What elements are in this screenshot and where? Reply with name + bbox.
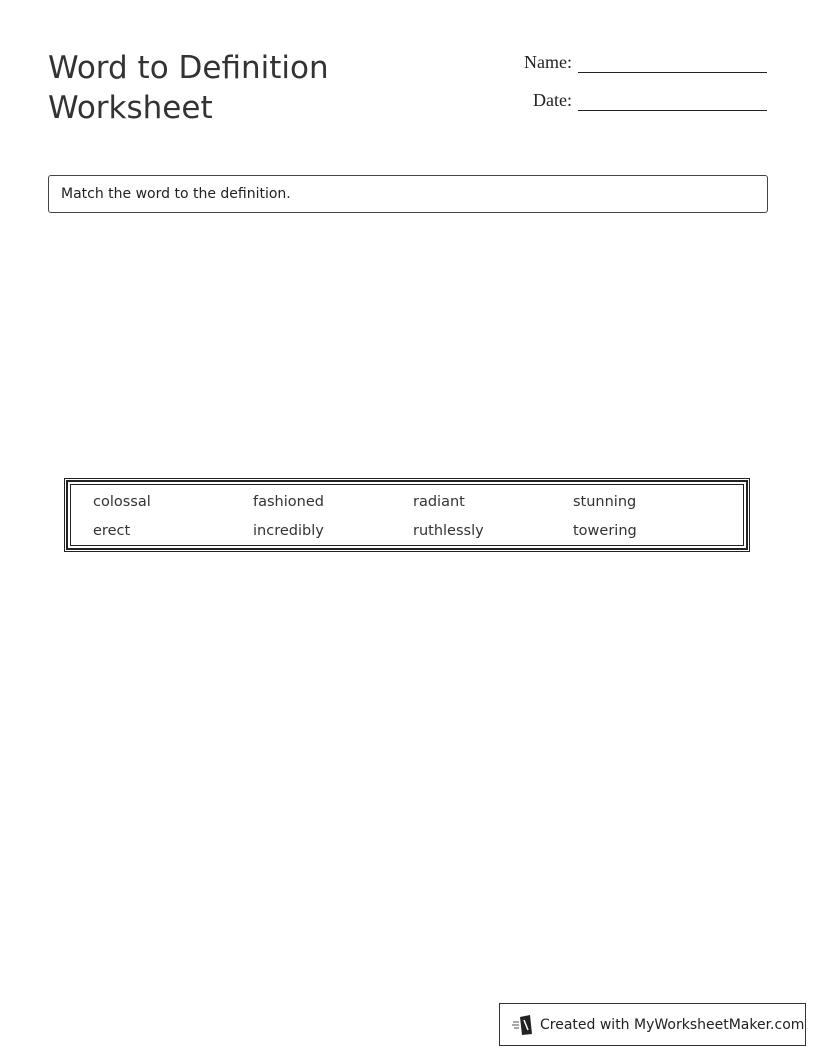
worksheet-maker-logo-icon <box>512 1014 534 1036</box>
word-bank-item: stunning <box>573 494 637 510</box>
credit-text: Created with MyWorksheetMaker.com <box>540 1016 805 1033</box>
page-title <box>48 48 378 128</box>
word-bank-item: incredibly <box>253 523 324 539</box>
title-line-1: Word to Definition <box>48 50 329 86</box>
word-bank-item: radiant <box>413 494 465 510</box>
name-field[interactable] <box>500 52 767 73</box>
instructions-box: Match the word to the definition. <box>48 175 768 213</box>
date-line[interactable] <box>578 90 767 111</box>
word-bank <box>64 478 750 552</box>
name-label: Name: <box>524 52 572 72</box>
word-bank-item: colossal <box>93 494 151 510</box>
title-line-2: Worksheet <box>48 90 213 126</box>
word-bank-item: erect <box>93 523 131 539</box>
word-bank-item: fashioned <box>253 494 324 510</box>
word-bank-item: ruthlessly <box>413 523 484 539</box>
name-line[interactable] <box>578 52 767 73</box>
credit-badge[interactable] <box>499 1003 806 1046</box>
word-bank-item: towering <box>573 523 637 539</box>
date-field[interactable] <box>500 90 767 111</box>
date-label: Date: <box>533 90 572 110</box>
